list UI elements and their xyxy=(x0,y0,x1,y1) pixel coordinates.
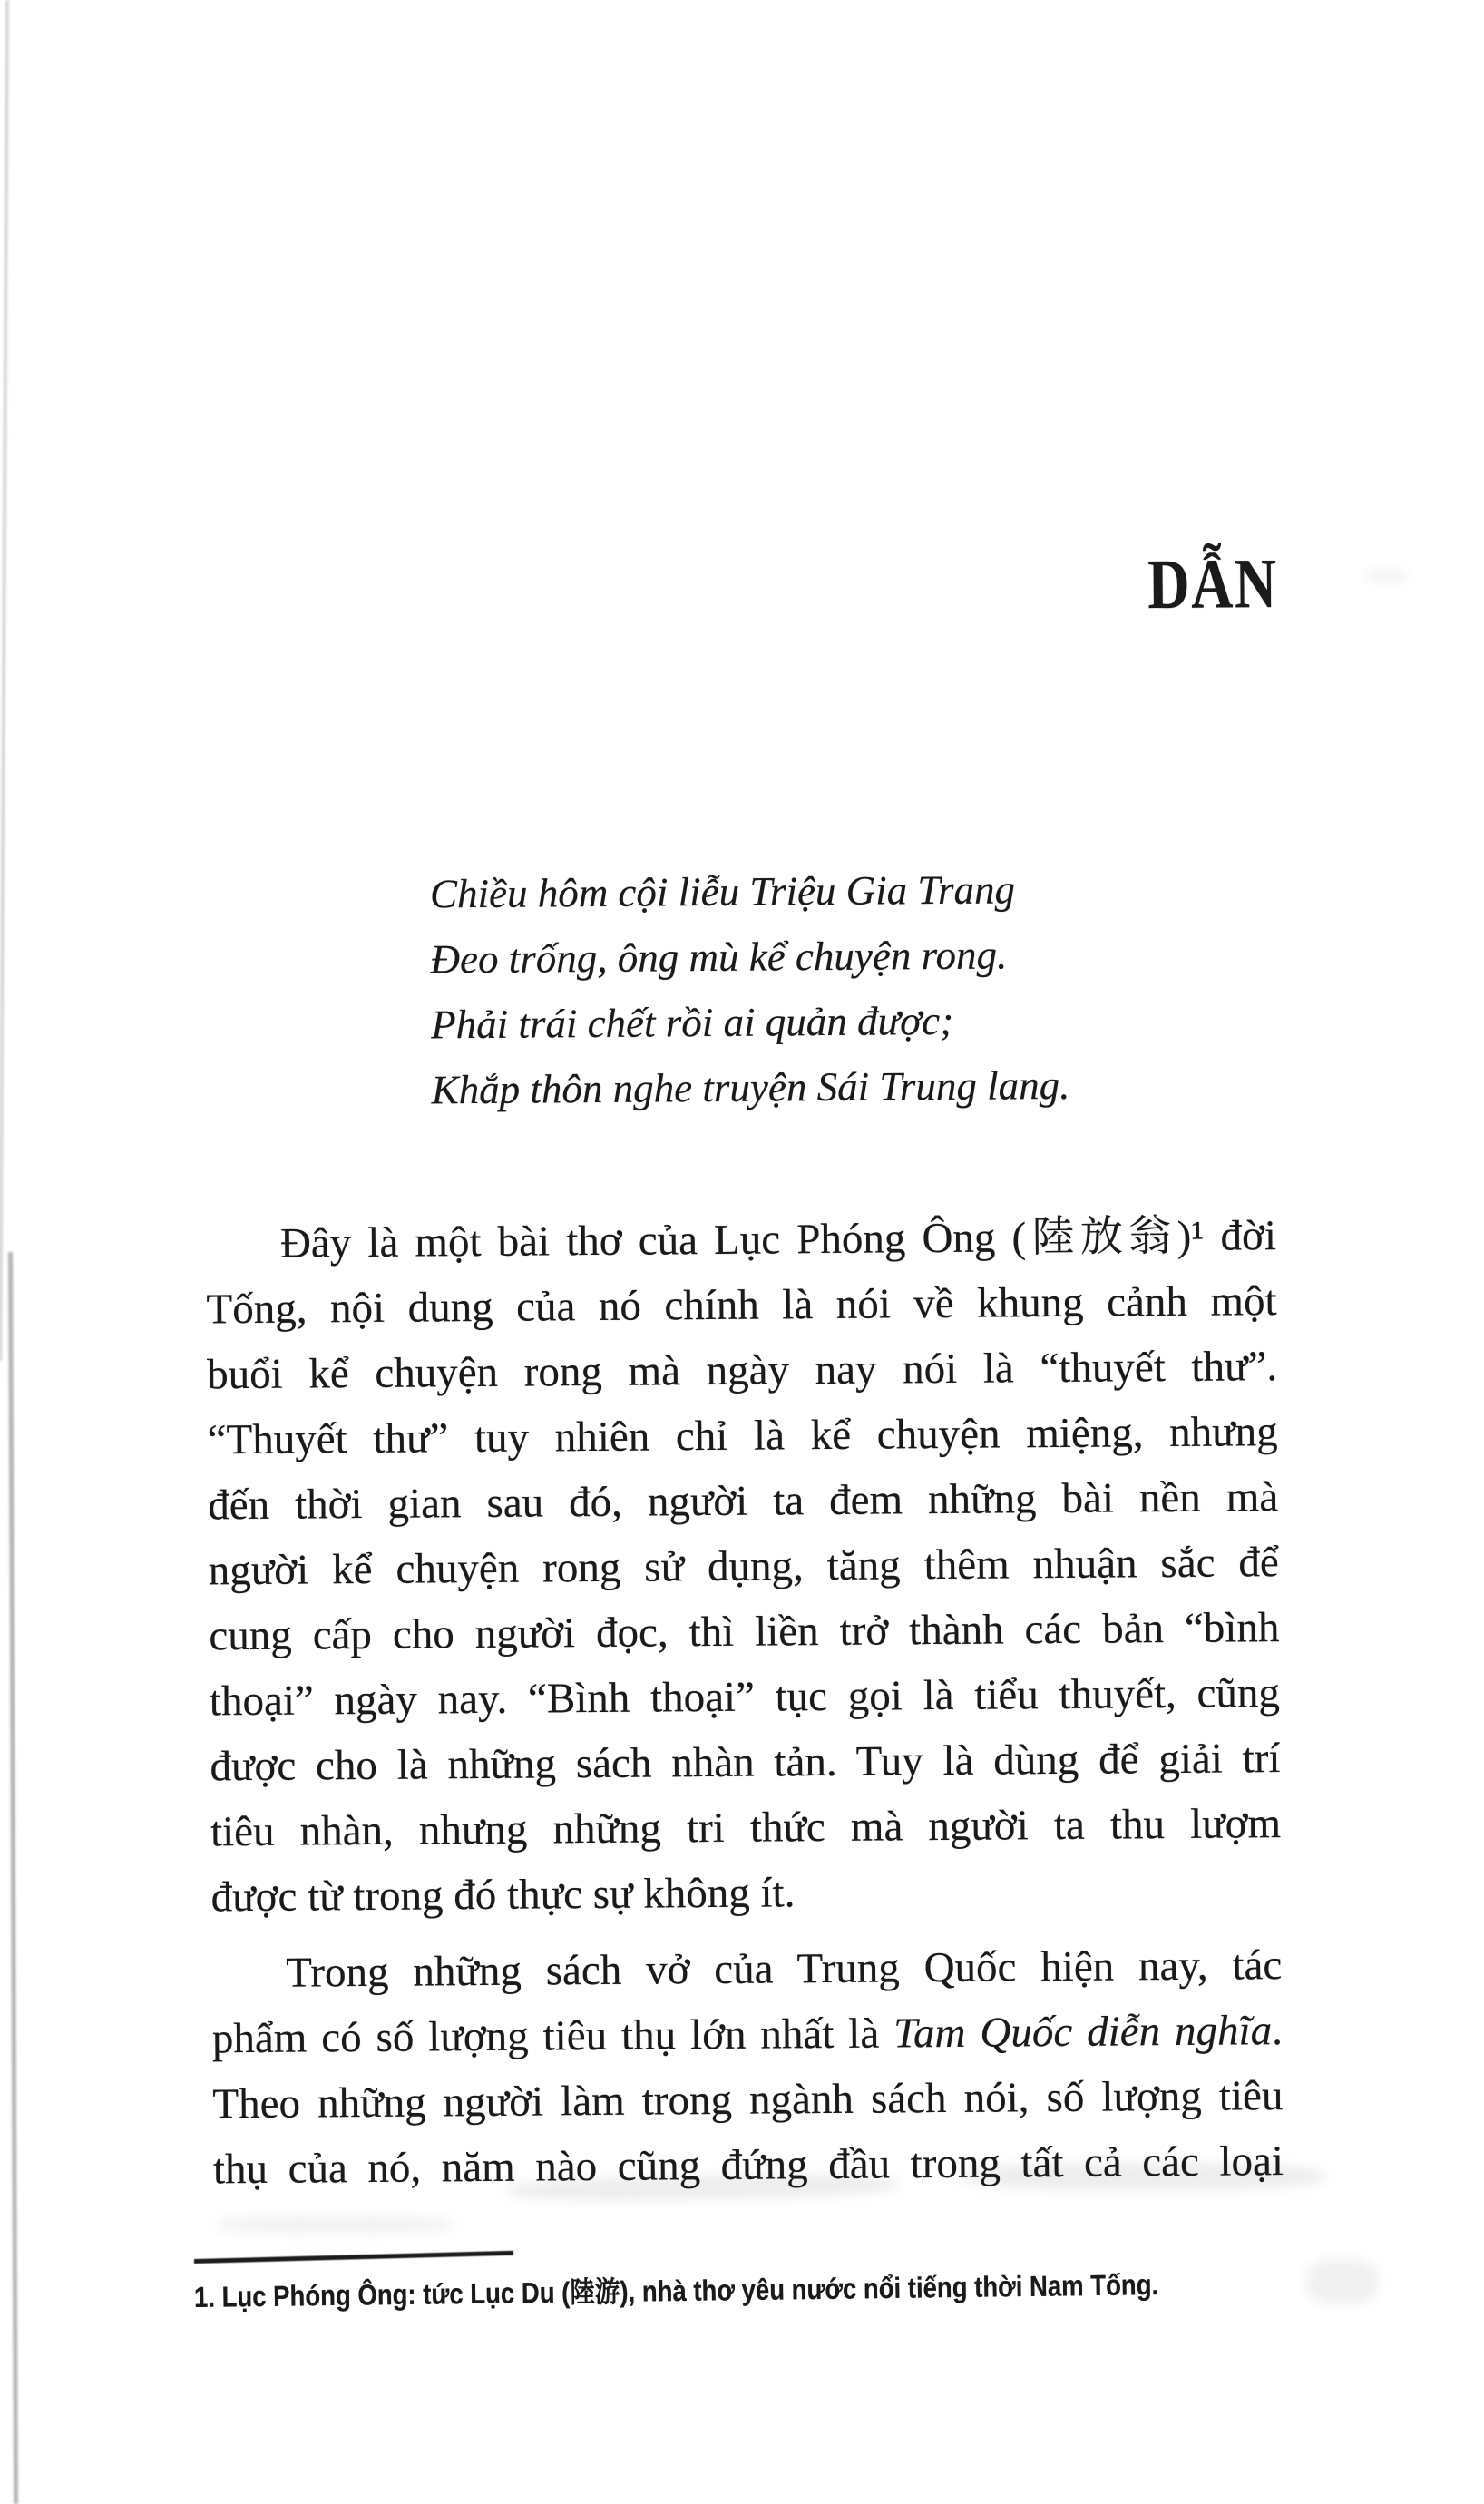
text-line: Trong những sách vở của Trung Quốc hiện nay, tác xyxy=(286,1942,1283,1997)
text-line: tiêu nhàn, nhưng những tri thức mà người ta thu lượm xyxy=(210,1800,1282,1856)
text-line: được từ trong đó thực sự không ít. xyxy=(210,1869,796,1922)
text-line: cung cấp cho người đọc, thì liền trở thành các bản “bình xyxy=(209,1604,1280,1660)
text-line: Tống, nội dung của nó chính là nói về khung cảnh một xyxy=(206,1277,1277,1334)
poem-line: Phải trái chết rồi ai quản được; xyxy=(430,997,954,1048)
text-line: người kể chuyện rong sử dụng, tăng thêm nhuận sắc để xyxy=(208,1539,1279,1595)
paragraph-1 xyxy=(206,1203,1282,1930)
text-line: đến thời gian sau đó, người ta đem những bài nền mà xyxy=(208,1473,1279,1530)
text-line: “Thuyết thư” tuy nhiên chỉ là kể chuyện miệng, nhưng xyxy=(207,1408,1278,1464)
text-line: được cho là những sách nhàn tản. Tuy là dùng để giải trí xyxy=(210,1735,1281,1791)
text-segment: . xyxy=(1271,2007,1284,2055)
text-line: Đây là một bài thơ của Lục Phóng Ông (陸放翁)¹ đời xyxy=(279,1212,1277,1267)
text-line: buổi kể chuyện rong mà ngày nay nói là “thuyết thư”. xyxy=(206,1343,1278,1399)
poem-line: Chiều hôm cội liễu Triệu Gia Trang xyxy=(429,866,1016,917)
chapter-title: DẪN xyxy=(1147,543,1279,624)
text-line xyxy=(212,1998,1284,2071)
text-segment: phẩm có số lượng tiêu thụ lớn nhất là xyxy=(211,2010,894,2063)
book-title-italic: Tam Quốc diễn nghĩa xyxy=(893,2007,1273,2058)
text-line: thụ của nó, năm nào cũng đứng đầu trong tất cả các loại xyxy=(212,2137,1284,2194)
footnote: 1. Lục Phóng Ông: tức Lục Du (陸游), nhà thơ yêu nước nổi tiếng thời Nam Tống. xyxy=(193,2268,1159,2313)
text-line: Theo những người làm trong ngành sách nói, số lượng tiêu xyxy=(212,2072,1284,2128)
poem-line: Khắp thôn nghe truyện Sái Trung lang. xyxy=(431,1061,1070,1113)
paragraph-2 xyxy=(211,1932,1284,2202)
poem-block xyxy=(430,856,1070,1123)
body-text-block xyxy=(206,1203,1284,2202)
poem-line: Đeo trống, ông mù kể chuyện rong. xyxy=(430,932,1008,983)
text-line: thoại” ngày nay. “Bình thoại” tục gọi là tiểu thuyết, cũng xyxy=(209,1669,1281,1726)
